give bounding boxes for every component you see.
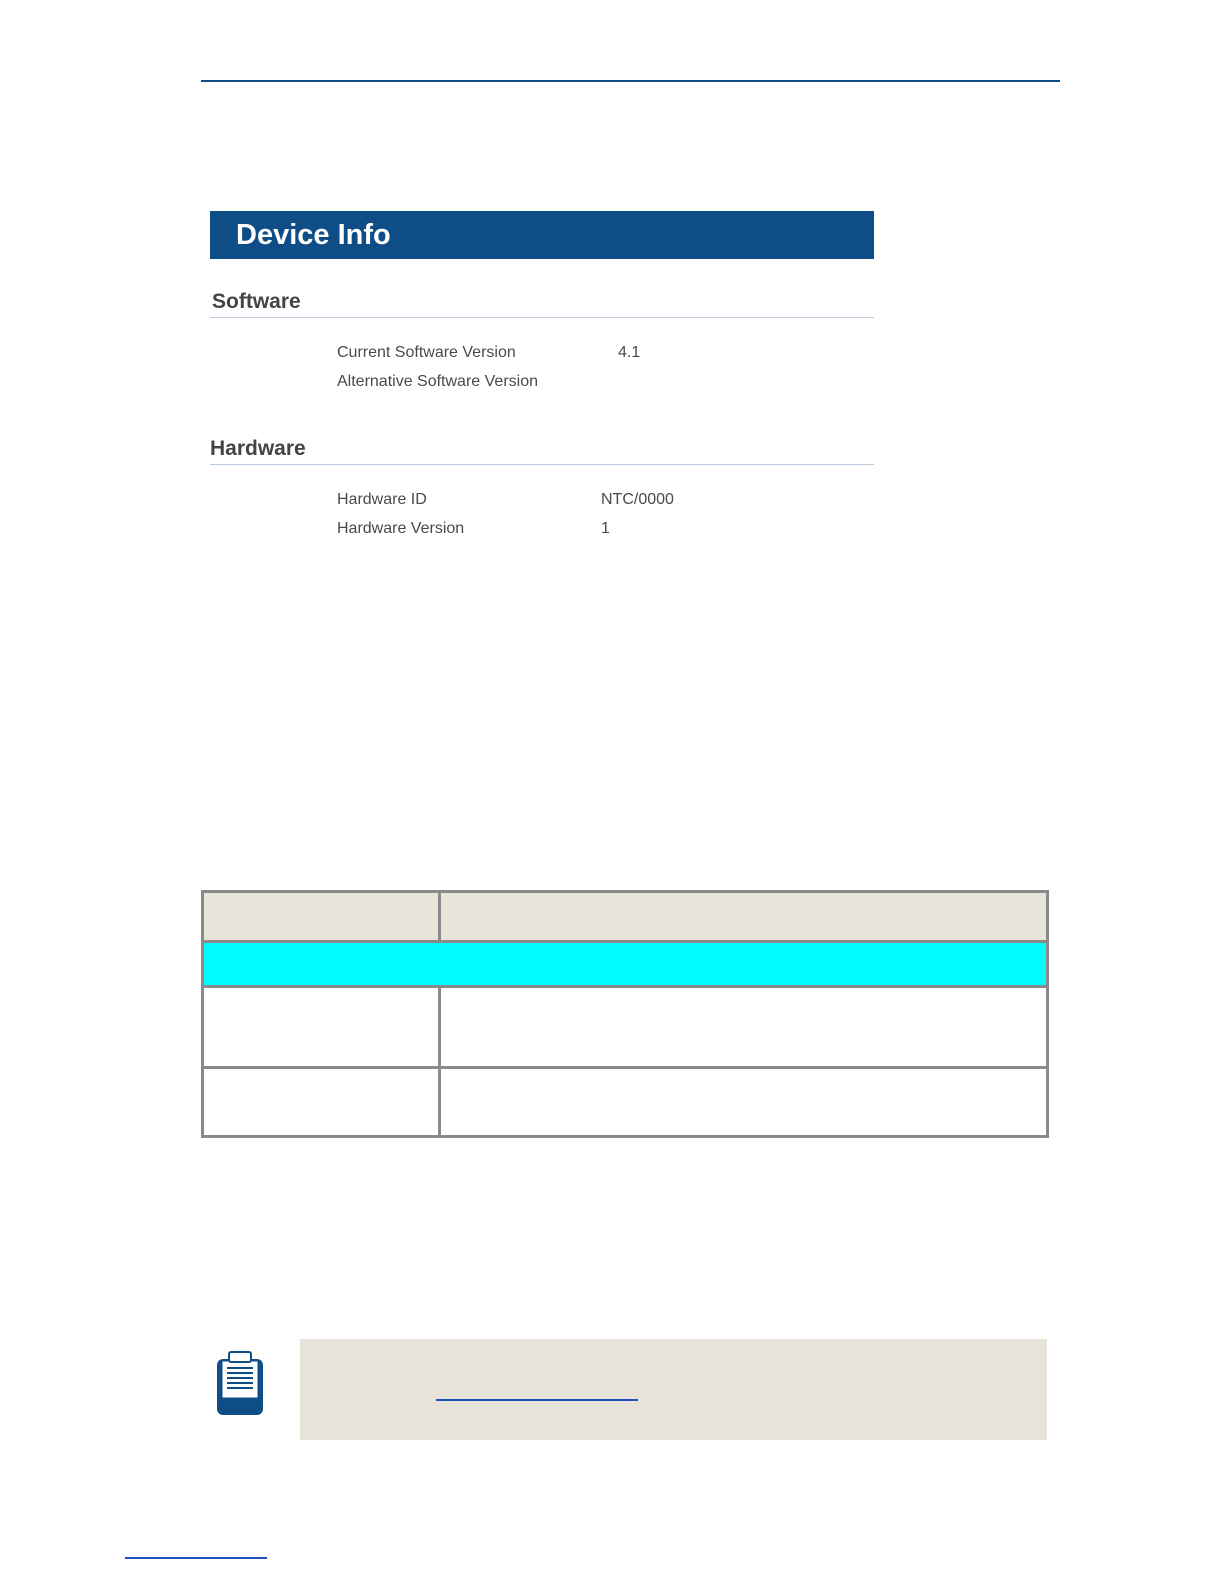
device-info-title: Device Info	[210, 211, 874, 259]
table-section-cell	[203, 942, 1048, 986]
table-header-cell	[203, 892, 440, 942]
clipboard-icon	[216, 1351, 264, 1417]
header-rule	[201, 80, 1060, 82]
table-cell	[440, 986, 1048, 1067]
hardware-heading: Hardware	[210, 437, 306, 460]
table-section-row	[203, 942, 1048, 986]
table-cell	[440, 1068, 1048, 1137]
hardware-version-label: Hardware Version	[337, 520, 465, 537]
table-header-row	[203, 892, 1048, 942]
table-row	[203, 986, 1048, 1067]
software-divider	[210, 317, 874, 318]
footer-link[interactable]	[125, 1557, 267, 1559]
device-info-screenshot	[210, 211, 874, 551]
software-heading: Software	[212, 290, 301, 313]
hardware-id-label: Hardware ID	[337, 491, 427, 508]
note-box	[300, 1339, 1047, 1440]
alternative-software-version-label: Alternative Software Version	[337, 373, 538, 390]
hardware-version-value: 1	[601, 520, 610, 537]
current-software-version-value: 4.1	[618, 344, 641, 361]
info-table	[201, 890, 1049, 1138]
hardware-divider	[210, 464, 874, 465]
table-header-cell	[440, 892, 1048, 942]
current-software-version-label: Current Software Version	[337, 344, 516, 361]
table-cell	[203, 1068, 440, 1137]
table-cell	[203, 986, 440, 1067]
hardware-id-value: NTC/0000	[601, 491, 674, 508]
note-link[interactable]	[436, 1399, 638, 1401]
table-row	[203, 1068, 1048, 1137]
